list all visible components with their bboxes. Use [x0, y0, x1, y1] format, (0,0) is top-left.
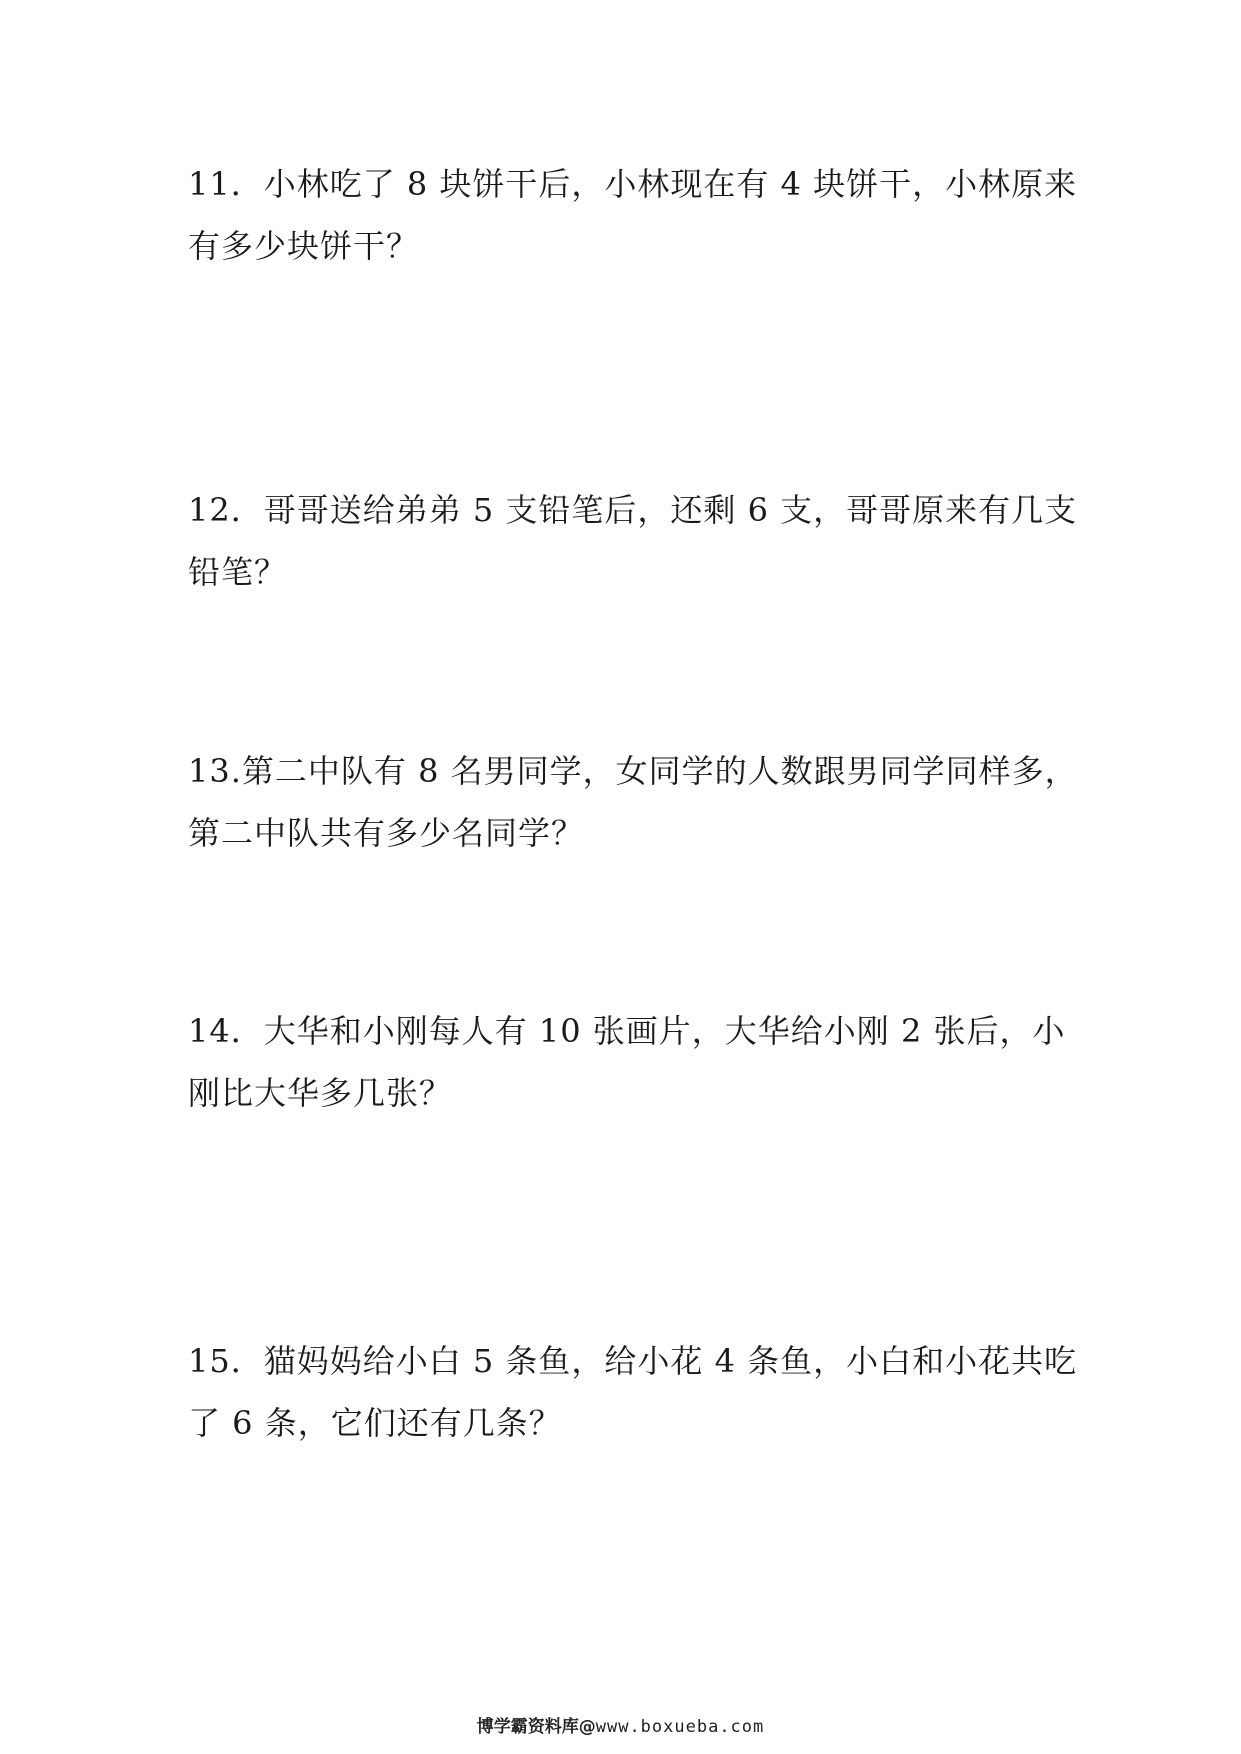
problem-11	[188, 165, 1078, 265]
problem-12	[188, 491, 1078, 591]
problem-12-line-2: 铅笔？	[188, 553, 288, 591]
problem-14	[188, 1012, 1068, 1112]
page-footer	[0, 1717, 1241, 1737]
problem-15-line-1: 15．猫妈妈给小白 5 条鱼，给小花 4 条鱼，小白和小花共吃	[188, 1342, 1078, 1380]
footer-url[interactable]: www.boxueba.com	[595, 1717, 765, 1737]
problem-13	[188, 752, 1078, 852]
problem-15	[188, 1342, 1078, 1442]
problem-14-line-2: 刚比大华多几张？	[188, 1074, 453, 1112]
problem-14-line-1: 14．大华和小刚每人有 10 张画片，大华给小刚 2 张后，小	[188, 1012, 1066, 1050]
problem-15-line-2: 了 6 条，它们还有几条？	[188, 1404, 562, 1442]
problem-12-line-1: 12．哥哥送给弟弟 5 支铅笔后，还剩 6 支，哥哥原来有几支	[188, 491, 1078, 529]
problem-13-line-1: 13.第二中队有 8 名男同学，女同学的人数跟男同学同样多，	[188, 752, 1078, 790]
problem-11-line-1: 11．小林吃了 8 块饼干后，小林现在有 4 块饼干，小林原来	[188, 165, 1078, 203]
problem-11-line-2: 有多少块饼干？	[188, 227, 420, 265]
problem-13-line-2: 第二中队共有多少名同学？	[188, 814, 585, 852]
footer-brand: 博学霸资料库@	[476, 1717, 596, 1737]
